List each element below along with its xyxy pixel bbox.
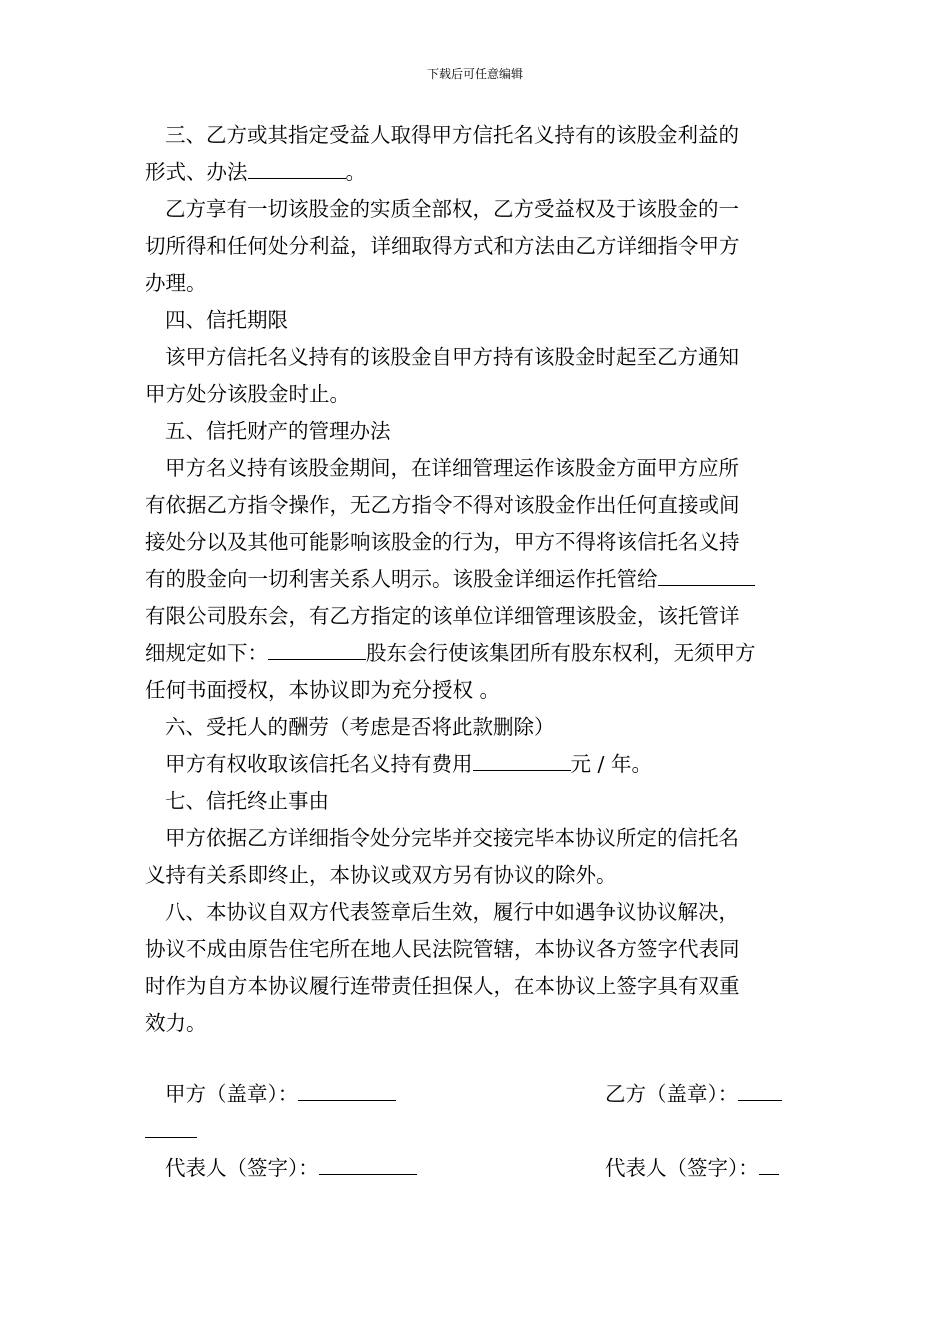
text-line: 甲方依据乙方详细指令处分完毕并交接完毕本协议所定的信托名 [165, 826, 739, 850]
text-fragment: 形式、办法 [145, 160, 248, 184]
fill-blank [145, 1118, 197, 1138]
party-a-rep [165, 1150, 417, 1187]
text-fragment: 甲方有权收取该信托名义持有费用 [165, 752, 473, 776]
fill-blank [319, 1155, 417, 1175]
text-line: 三、乙方或其指定受益人取得甲方信托名义持有的该股金利益的 [165, 123, 739, 147]
document-body [145, 117, 805, 1187]
fill-blank [248, 159, 346, 179]
text-line: 有限公司股东会，有乙方指定的该单位详细管理该股金，该托管详 [145, 604, 740, 628]
section-6-title: 六、受托人的酬劳（考虑是否将此款删除） [165, 715, 555, 739]
text-fragment: 细规定如下： [145, 641, 268, 665]
signature-label: 甲方（盖章）： [165, 1082, 299, 1106]
seal-row-wrap [145, 1113, 805, 1150]
fill-blank [738, 1081, 782, 1101]
section-5-body [145, 450, 805, 487]
fill-blank [473, 751, 571, 771]
section-4-body [145, 339, 805, 376]
text-line: 效力。 [145, 1011, 207, 1035]
section-3-title [145, 117, 805, 154]
section-5-line-6 [145, 635, 805, 672]
fill-blank [298, 1081, 396, 1101]
page-header: 下载后可任意编辑 [426, 67, 523, 81]
fill-blank [268, 640, 366, 660]
section-7-body [145, 820, 805, 857]
signature-label: 代表人（签字）： [605, 1156, 759, 1180]
section-5-line-4 [145, 561, 805, 598]
text-line: 乙方享有一切该股金的实质全部权，乙方受益权及于该股金的一 [165, 197, 739, 221]
signature-label: 代表人（签字）： [165, 1156, 319, 1180]
party-b-seal [605, 1076, 782, 1113]
text-line: 协议不成由原告住宅所在地人民法院管辖，本协议各方签字代表同 [145, 937, 740, 961]
text-fragment: 元 / 年。 [570, 752, 652, 776]
section-3-body [145, 191, 805, 228]
text-line: 时作为自方本协议履行连带责任担保人，在本协议上签字具有双重 [145, 974, 740, 998]
fill-blank [658, 566, 755, 586]
text-line: 办理。 [145, 271, 207, 295]
section-6-body [145, 746, 805, 783]
text-line: 切所得和任何处分利益，详细取得方式和方法由乙方详细指令甲方 [145, 234, 740, 258]
text-line: 有依据乙方指令操作，无乙方指令不得对该股金作出任何直接或间 [145, 493, 740, 517]
section-5-title: 五、信托财产的管理办法 [165, 419, 391, 443]
seal-row [145, 1076, 805, 1113]
text-fragment: 股东会行使该集团所有股东权利，无须甲方 [366, 641, 756, 665]
text-fragment: 。 [345, 160, 366, 184]
text-line: 甲方名义持有该股金期间，在详细管理运作该股金方面甲方应所 [165, 456, 739, 480]
text-line: 该甲方信托名义持有的该股金自甲方持有该股金时起至乙方通知 [165, 345, 739, 369]
representative-row [145, 1150, 805, 1187]
spacer [145, 1042, 805, 1076]
signature-label: 乙方（盖章）： [605, 1082, 739, 1106]
text-line: 接处分以及其他可能影响该股金的行为，甲方不得将该信托名义持 [145, 530, 740, 554]
text-fragment: 有的股金向一切利害关系人明示。该股金详细运作托管给 [145, 567, 658, 591]
party-b-rep [605, 1150, 779, 1187]
section-3-title-line-2 [145, 154, 805, 191]
section-8-body [145, 894, 805, 931]
text-line: 任何书面授权，本协议即为充分授权 。 [145, 678, 501, 702]
text-line: 八、本协议自双方代表签章后生效，履行中如遇争议协议解决， [165, 900, 739, 924]
section-7-title: 七、信托终止事由 [165, 789, 329, 813]
section-4-title: 四、信托期限 [165, 308, 288, 332]
party-a-seal [165, 1076, 396, 1113]
text-line: 义持有关系即终止，本协议或双方另有协议的除外。 [145, 863, 617, 887]
text-line: 甲方处分该股金时止。 [145, 382, 350, 406]
fill-blank [759, 1155, 779, 1175]
